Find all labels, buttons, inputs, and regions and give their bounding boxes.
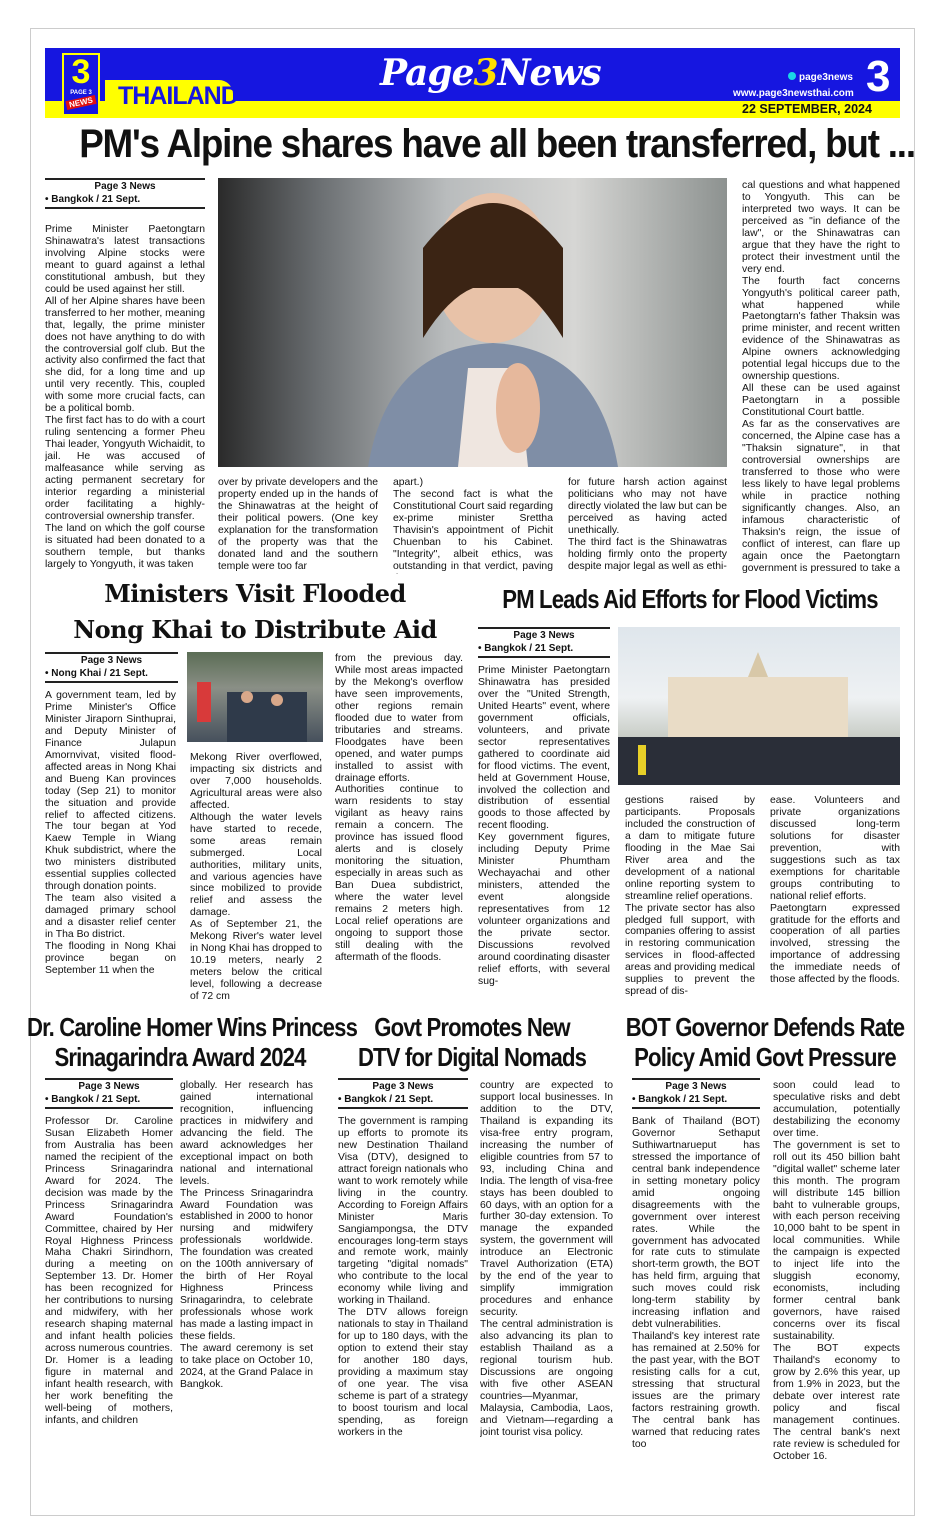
article1-byline: Page 3 News • Bangkok / 21 Sept. — [45, 178, 205, 209]
article1-headline: PM's Alpine shares have all been transferred, but ... — [79, 122, 915, 166]
social-handle: page3news — [788, 72, 853, 83]
article6-col1: Bank of Thailand (BOT) Governor Sethaput Suthiwartnarueput has stressed the importance of central bank independence in setting monetary policy amid ongoing disagreements with the government over interest rates. While the government has advocated for rate cuts to stimulate short-term growth, the BOT has held firm, arguing that such moves could risk long-term stability by increasing inflation and debt vulnerabilities. Thailand's key interest rate has remained at 2.50% for the past year, with the BOT resisting calls for a cut, stressing that structural issues are the primary factors restraining growth. The central bank has warned that reducing rates too — [632, 1116, 760, 1450]
issue-date: 22 SEPTEMBER, 2024 — [742, 102, 872, 116]
page-number: 3 — [866, 52, 891, 101]
article2-headline: Ministers Visit Flooded Nong Khai to Distribute Aid — [73, 579, 437, 644]
article5-byline: Page 3 News • Bangkok / 21 Sept. — [338, 1078, 468, 1109]
article3-col3: ease. Volunteers and private organizations discussed long-term solutions for disaster prevention, with suggestions such as tax exemptions for charitable groups contributing to national relief efforts. Paetongtarn expressed gratitude for the efforts and cooperation of all parties involved, stressing the importance of addressing the immediate needs of those affected by the floods. — [770, 795, 900, 986]
article1-col5: cal questions and what happened to Yongyuth. This can be interpreted two ways. It can be perceived as "in defiance of the law", or the Shinawatras can argue that they have the right to protect their investment until the very end. The fourth fact concerns Yongyuth's political career path, what happened while Paetongtarn's father Thaksin was prime minister, and recent written evidence of the Shinawatras as Alpine owners acknowledging potential legal hiccups due to the ownership questions. All these can be used against Paetongtarn in a possible Constitutional Court battle. As far as the conservatives are concerned, the Alpine case has a "Thaksin signature", in that controversial ownerships are transferred to those who were less likely to have legal problems while in practice nothing significantly changes. Also, an infamous characteristic of Thaksin's reign, the issue of conflict of interest, can flare up again once the Paetongtarn government is pressured to take a — [742, 180, 900, 574]
edition-label: THAILAND — [118, 82, 238, 110]
article3-headline: PM Leads Aid Efforts for Flood Victims — [502, 584, 878, 614]
article3-photo-government-house — [618, 627, 900, 785]
article3-byline: Page 3 News • Bangkok / 21 Sept. — [478, 627, 610, 658]
article2-col3: from the previous day. While most areas impacted by the Mekong's overflow have seen improvements, other regions remain flooded due to water from tributaries and streams. Floodgates have been opened, and water pumps installed to assist with drainage efforts. Authorities continue to warn residents to stay vigilant as heavy rains remain a concern. The province has issued flood alerts and is closely monitoring the situation, especially in areas such as Ban Duea subdistrict, where the water level remains 2 meters high. Local relief operations are ongoing to support those still dealing with the aftermath of the floods. — [335, 653, 463, 963]
article3-col1: Prime Minister Paetongtarn Shinawatra has presided over the "United Strength, United Hearts" event, where government officials, volunteers, and private sector representatives gathered to coordinate aid for flood victims. The event, held at Government House, involved the collection and distribution of essential goods to those affected by recent flooding. Key government figures, including Deputy Prime Minister Phumtham Wechayachai and other ministers, attended the event alongside representatives from 12 volunteer organizations and the private sector. Discussions revolved around coordinating disaster relief efforts, with several sug- — [478, 665, 610, 987]
article1-col2: over by private developers and the property ended up in the hands of the Shinawatras at the height of their political powers. (One key explanation for the transformation of the property was that the donated land and the southern temple were too far — [218, 477, 378, 572]
article1-col1: Prime Minister Paetongtarn Shinawatra's latest transactions involving Alpine stocks were meant to guard against a lethal constitutional ambush, but they could be used against her still. All of her Alpine shares have been transferred to her mother, meaning that, legally, the prime minister does not have anything to do with the controversial golf club. But the activity also confirmed the fact that she did, for a long time and up until very recently. This, coupled with some more crucial facts, can be a political bomb. The first fact has to do with a court ruling sentencing a former Pheu Thai leader, Yongyuth Wichaidit, to jail. He was accused of malfeasance while serving as acting permanent secretary for interior regarding a ministerial order facilitating a highly-controversial ownership transfer. The land on which the golf course is situated had been donated to a southern temple, but thanks largely to Yongyuth, it was taken — [45, 224, 205, 570]
article2-col2: Mekong River overflowed, impacting six districts and over 7,000 households. Agricultural areas were also affected. Although the water levels have started to recede, some areas remain submerged. Local authorities, military units, and various agencies have since mobilized to provide relief and assess the damage. As of September 21, the Mekong River's water level in Nong Khai has dropped to 10.19 meters, nearly 2 meters below the critical level, following a decrease of 72 cm — [190, 752, 322, 1003]
article2-col1: A government team, led by Prime Minister's Office Minister Jiraporn Sinthuprai, and Deputy Minister of Finance Julapun Amornvivat, visited flood-affected areas in Nong Khai and Bueng Kan provinces today (Sep 21) to monitor the situation and provide relief to affected citizens. The tour began at Yod Kaew Temple in Wiang Khuk subdistrict, where the two ministers distributed essential supplies collected through donation points. The team also visited a damaged primary school and a disaster relief center in Tha Bo district. The flooding in Nong Khai province began on September 11 when the — [45, 690, 176, 976]
article2-byline: Page 3 News • Nong Khai / 21 Sept. — [45, 652, 178, 683]
article5-col2: country are expected to support local businesses. In addition to the DTV, Thailand is expanding its visa-free entry program, increasing the number of eligible countries from 57 to 93, including China and India. The length of visa-free stays has been doubled to 60 days, with an option for a further 30-day extension. To manage the expanded system, the government will introduce an Electronic Travel Authorization (ETA) by the end of the year to simplify immigration procedures and enhance security. The central administration is also advancing its plan to establish Thailand as a regional tourism hub. Discussions are ongoing with five other ASEAN countries—Myanmar, Malaysia, Cambodia, Laos, and Vietnam—regarding a joint tourist visa policy. — [480, 1080, 613, 1438]
article1-col4: for future harsh action against politicians who may not have directly violated the law but can be perceived as having acted unethically. The third fact is the Shinawatras holding firmly onto the property despite major legal as well as ethi- — [568, 477, 727, 572]
article4-col2: globally. Her research has gained international recognition, influencing practices in midwifery and advancing the field. The award acknowledges her exceptional impact on both national and international levels. The Princess Srinagarindra Award Foundation was established in 2000 to honor nursing and midwifery professionals worldwide. The foundation was created on the 100th anniversary of the birth of Her Royal Highness Princess Srinagarindra, to celebrate professionals whose work has made a lasting impact in these fields. The award ceremony is set to take place on October 10, 2024, at the Grand Palace in Bangkok. — [180, 1080, 313, 1390]
article6-byline: Page 3 News • Bangkok / 21 Sept. — [632, 1078, 760, 1109]
social-icon — [788, 72, 796, 80]
article1-photo-pm — [218, 178, 727, 467]
article2-photo-flood-visit — [187, 652, 323, 742]
article4-col1: Professor Dr. Caroline Susan Elizabeth Homer from Australia has been named the recipient of the Princess Srinagarindra Award for 2024. The decision was made by the Princess Srinagarindra Award Foundation's Committee, chaired by Her Royal Highness Princess Maha Chakri Sirindhorn, during a meeting on September 13. Dr. Homer has been recognized for her contributions to nursing and midwifery, with her research shaping maternal and infant health policies across numerous countries. Dr. Homer is a leading figure in maternal and infant health research, with her work benefiting the well-being of mothers, infants, and children — [45, 1116, 173, 1426]
article5-headline: Govt Promotes New DTV for Digital Nomads — [357, 1012, 587, 1072]
masthead-title: Page3News — [380, 52, 601, 94]
page3-logo: 3 PAGE 3 NEWS — [62, 53, 100, 116]
article5-col1: The government is ramping up efforts to promote its new Destination Thailand Visa (DTV), designed to attract foreign nationals who want to work remotely while living in the country. According to Foreign Affairs Minister Maris Sangiampongsa, the DTV encourages long-term stays and remote work, mainly targeting "digital nomads" who contribute to the local economy while living and working in Thailand. The DTV allows foreign nationals to stay in Thailand for up to 180 days, with the option to extend their stay for another 180 days, providing a maximum stay of one year. The visa scheme is part of a strategy to boost tourism and local spending, as foreign workers in the — [338, 1116, 468, 1438]
article4-byline: Page 3 News • Bangkok / 21 Sept. — [45, 1078, 173, 1109]
article1-col3: apart.) The second fact is what the Constitutional Court said regarding ex-prime minister Srettha Thavisin's appointment of Pichit Chuenban to his Cabinet. "Integrity", albeit ethics, was outstanding in that verdict, paving — [393, 477, 553, 572]
article4-headline: Dr. Caroline Homer Wins Princess Srinagarindra Award 2024 — [27, 1012, 358, 1072]
website: www.page3newsthai.com — [733, 88, 854, 99]
article6-headline: BOT Governor Defends Rate Policy Amid Govt Pressure — [625, 1012, 905, 1072]
article6-col2: soon could lead to speculative risks and debt accumulation, potentially destabilizing the economy over time. The government is set to roll out its 450 billion baht "digital wallet" scheme later this month. The program will distribute 145 billion baht to vulnerable groups, with each person receiving 10,000 baht to be spent in local communities. While the campaign is expected to inject life into the sluggish economy, economists, including former central bank governors, have raised concerns over its fiscal sustainability. The BOT expects Thailand's economy to grow by 2.6% this year, up from 1.9% in 2023, but the debate over interest rate policy and fiscal management continues. The central bank's next rate review is scheduled for October 16. — [773, 1080, 900, 1462]
article3-col2: gestions raised by participants. Proposals included the construction of a dam to mitigate future flooding in the Mae Sai River area and the development of a national online reporting system to streamline relief operations. The private sector has also pledged full support, with companies offering to assist in restoring communication services in flood-affected areas and providing medical supplies to prevent the spread of dis- — [625, 795, 755, 998]
